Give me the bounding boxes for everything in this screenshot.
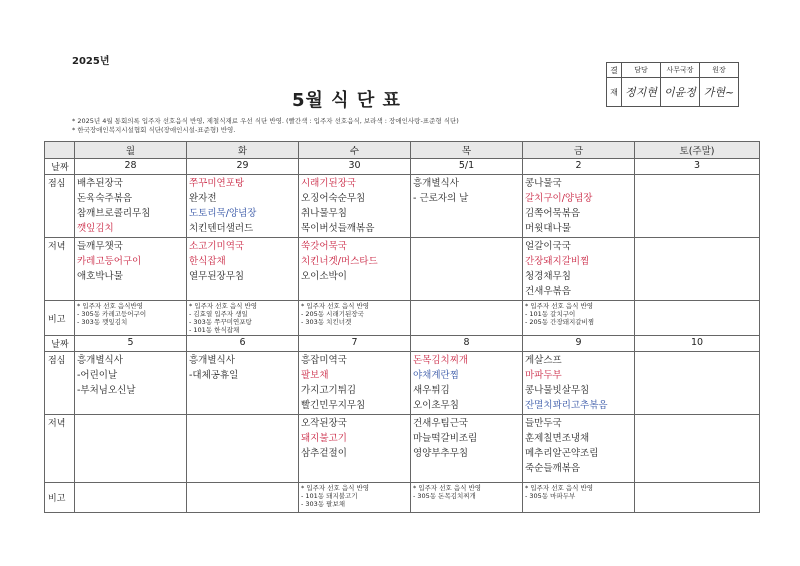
note-line: - 205동 간장돼지갈비찜: [525, 318, 595, 326]
note-line: - 205동 시래기된장국: [301, 310, 364, 318]
signature-1: 정지현: [622, 78, 661, 107]
date-row: [45, 159, 760, 175]
date-cell: 9: [523, 336, 635, 352]
day-header: 화: [187, 142, 299, 159]
note-line: - 303동 치킨너겟: [301, 318, 352, 326]
lunch-cell: [75, 175, 187, 238]
day-header: 수: [299, 142, 411, 159]
note-line: * 입주자 선호 음식 반영: [525, 484, 594, 492]
menu-item: 소고기미역국: [189, 241, 245, 252]
menu-item: 콩나물국: [525, 178, 562, 189]
date-cell: 7: [299, 336, 411, 352]
signature-2: 이윤정: [661, 78, 700, 107]
menu-item: 삼추겉절이: [301, 448, 347, 459]
day-header: 금: [523, 142, 635, 159]
menu-item: 가지고기튀김: [301, 385, 357, 396]
dinner-cell: [75, 415, 187, 483]
row-label-lunch: 점심: [45, 352, 75, 415]
dinner-cell: [411, 415, 523, 483]
menu-item: 흥개별식사: [413, 178, 459, 189]
date-cell: 3: [635, 159, 760, 175]
menu-item: 카레고등어구이: [77, 256, 142, 267]
dinner-cell: [299, 415, 411, 483]
note-cell: [411, 483, 523, 513]
note-line: - 303동 쭈꾸미연포탕: [189, 318, 252, 326]
notes: [72, 117, 459, 135]
menu-item: 간장돼지갈비찜: [525, 256, 590, 267]
menu-item: -부처님오신날: [77, 385, 136, 396]
menu-item: 참깨브로콜리무침: [77, 208, 151, 219]
dinner-cell: [411, 238, 523, 301]
lunch-cell: [75, 352, 187, 415]
menu-item: 치킨너겟/머스타드: [301, 256, 378, 267]
menu-item: 야채계란찜: [413, 370, 459, 381]
note-line-1: * 2025년 4월 통회의록 입주자 선호음식 반영, 제철식재료 우선 식단 반영. (빨간색 : 입주자 선호음식, 보라색 : 장애인사랑-표준형 식단): [72, 117, 459, 125]
date-cell: 6: [187, 336, 299, 352]
dinner-cell: [75, 238, 187, 301]
menu-item: 흥잡미역국: [301, 355, 347, 366]
row-label-dinner: 저녁: [45, 415, 75, 483]
row-label-dinner: 저녁: [45, 238, 75, 301]
date-cell: 29: [187, 159, 299, 175]
signature-3: 가현~: [700, 78, 739, 107]
date-cell: 2: [523, 159, 635, 175]
menu-item: 새우튀김: [413, 385, 450, 396]
note-line: * 입주자 선호 음식 반영: [525, 302, 594, 310]
menu-item: 치킨텐더샐러드: [189, 223, 254, 234]
lunch-cell: [411, 352, 523, 415]
day-header-row: [45, 142, 760, 159]
note-cell: [299, 301, 411, 336]
note-line: - 303동 팔보채: [301, 500, 346, 508]
note-cell: [187, 301, 299, 336]
menu-item: 열무된장무침: [189, 271, 245, 282]
note-cell: [299, 483, 411, 513]
row-label-note: 비고: [45, 301, 75, 336]
menu-item: 도토리묵/양념장: [189, 208, 257, 219]
year-label: 2025년: [72, 56, 110, 67]
dinner-cell: [635, 238, 760, 301]
date-cell: 30: [299, 159, 411, 175]
menu-item: 훈제칠면조냉채: [525, 433, 590, 444]
date-cell: 10: [635, 336, 760, 352]
row-label-note: 비고: [45, 483, 75, 513]
date-cell: 5: [75, 336, 187, 352]
note-line: - 305동 마파두부: [525, 492, 576, 500]
menu-item: 팔보채: [301, 370, 329, 381]
menu-item: -어린이날: [77, 370, 118, 381]
date-cell: 5/1: [411, 159, 523, 175]
note-cell: [635, 483, 760, 513]
approval-header-2: 사무국장: [661, 63, 700, 78]
menu-item: 흥개별식사: [77, 355, 123, 366]
menu-item: 콩나물빗살무침: [525, 385, 590, 396]
day-header: 토(주말): [635, 142, 760, 159]
note-line: - 김효열 입주자 생일: [189, 310, 248, 318]
menu-item: 오작된장국: [301, 418, 347, 429]
day-header: 목: [411, 142, 523, 159]
dinner-cell: [187, 415, 299, 483]
menu-item: 한식잡채: [189, 256, 226, 267]
lunch-row: [45, 352, 760, 415]
approval-box: [606, 62, 739, 107]
note-line: - 101동 한식잡채: [189, 326, 240, 334]
row-label-date: 날짜: [45, 159, 75, 175]
note-cell: [523, 301, 635, 336]
menu-item: 애호박나물: [77, 271, 123, 282]
menu-item: 흥개별식사: [189, 355, 235, 366]
lunch-cell: [187, 175, 299, 238]
lunch-cell: [411, 175, 523, 238]
menu-item: 돼지불고기: [301, 433, 347, 444]
menu-item: 메추리알곤약조림: [525, 448, 599, 459]
menu-item: 시래기된장국: [301, 178, 357, 189]
note-cell: [411, 301, 523, 336]
note-cell: [187, 483, 299, 513]
menu-table: [44, 141, 760, 513]
dinner-cell: [523, 415, 635, 483]
menu-item: 쭈꾸미연포탕: [189, 178, 245, 189]
lunch-cell: [187, 352, 299, 415]
note-line: - 305동 돈목김치찌개: [413, 492, 476, 500]
dinner-cell: [635, 415, 760, 483]
approval-side-2: 재: [607, 78, 622, 107]
note-cell: [523, 483, 635, 513]
menu-item: 건새우볶음: [525, 286, 571, 297]
menu-item: 얼갈이국국: [525, 241, 571, 252]
dinner-row: [45, 415, 760, 483]
menu-item: 오이초무침: [413, 400, 459, 411]
dinner-row: [45, 238, 760, 301]
menu-item: 마늘떡갈비조림: [413, 433, 478, 444]
note-line-2: * 한국장애인복지시설협회 식단(장애인시설-표준형) 반영.: [72, 126, 236, 134]
menu-item: 영양부추무침: [413, 448, 469, 459]
dinner-cell: [523, 238, 635, 301]
approval-header-3: 원장: [700, 63, 739, 78]
menu-item: 청경채무침: [525, 271, 571, 282]
day-header-blank: [45, 142, 75, 159]
note-cell: [635, 301, 760, 336]
lunch-cell: [635, 175, 760, 238]
note-line: * 입주자 선호 음식반영: [77, 302, 143, 310]
menu-item: 완자전: [189, 193, 217, 204]
menu-item: 깻잎김치: [77, 223, 114, 234]
menu-item: 들만두국: [525, 418, 562, 429]
lunch-row: [45, 175, 760, 238]
menu-item: 돈목김치찌개: [413, 355, 469, 366]
menu-item: 들깨무챗국: [77, 241, 123, 252]
lunch-cell: [523, 352, 635, 415]
note-line: - 305동 카레고등어구이: [77, 310, 147, 318]
row-label-date: 날짜: [45, 336, 75, 352]
menu-item: 머윗대나물: [525, 223, 571, 234]
approval-side-1: 결: [607, 63, 622, 78]
menu-item: 빨긴민무지무침: [301, 400, 366, 411]
menu-item: 게살스프: [525, 355, 562, 366]
day-header: 월: [75, 142, 187, 159]
lunch-cell: [523, 175, 635, 238]
note-row: [45, 483, 760, 513]
menu-item: 취나물무침: [301, 208, 347, 219]
lunch-cell: [299, 352, 411, 415]
menu-item: 마파두부: [525, 370, 562, 381]
approval-header-1: 담당: [622, 63, 661, 78]
lunch-cell: [635, 352, 760, 415]
lunch-cell: [299, 175, 411, 238]
menu-item: 잔멸치꽈리고추볶음: [525, 400, 608, 411]
note-line: * 입주자 선호 음식 반영: [189, 302, 258, 310]
menu-item: 오징어숙순무침: [301, 193, 366, 204]
menu-item: 건새우팀근국: [413, 418, 469, 429]
menu-item: 김쪽어묵볶음: [525, 208, 581, 219]
row-label-lunch: 점심: [45, 175, 75, 238]
menu-item: -대체공휴일: [189, 370, 239, 381]
page-title: 5월 식 단 표: [292, 90, 401, 111]
note-row: [45, 301, 760, 336]
dinner-cell: [299, 238, 411, 301]
date-row: [45, 336, 760, 352]
date-cell: 28: [75, 159, 187, 175]
menu-item: 목이버섯들깨볶음: [301, 223, 375, 234]
menu-item: 죽순들깨볶음: [525, 463, 581, 474]
note-cell: [75, 483, 187, 513]
note-line: * 입주자 선호 음식 반영: [301, 484, 370, 492]
menu-item: 돈육숙주볶음: [77, 193, 133, 204]
note-line: - 303동 깻잎김치: [77, 318, 128, 326]
note-line: * 입주자 선호 음식 반영: [413, 484, 482, 492]
note-cell: [75, 301, 187, 336]
menu-item: 오이소박이: [301, 271, 347, 282]
menu-item: 쑥갓어묵국: [301, 241, 347, 252]
date-cell: 8: [411, 336, 523, 352]
note-line: * 입주자 선호 음식 반영: [301, 302, 370, 310]
note-line: - 101동 돼지불고기: [301, 492, 358, 500]
menu-item: 배추된장국: [77, 178, 123, 189]
menu-item: 갈치구이/양념장: [525, 193, 593, 204]
dinner-cell: [187, 238, 299, 301]
menu-item: - 근로자의 날: [413, 193, 469, 204]
note-line: - 101동 갈치구이: [525, 310, 576, 318]
